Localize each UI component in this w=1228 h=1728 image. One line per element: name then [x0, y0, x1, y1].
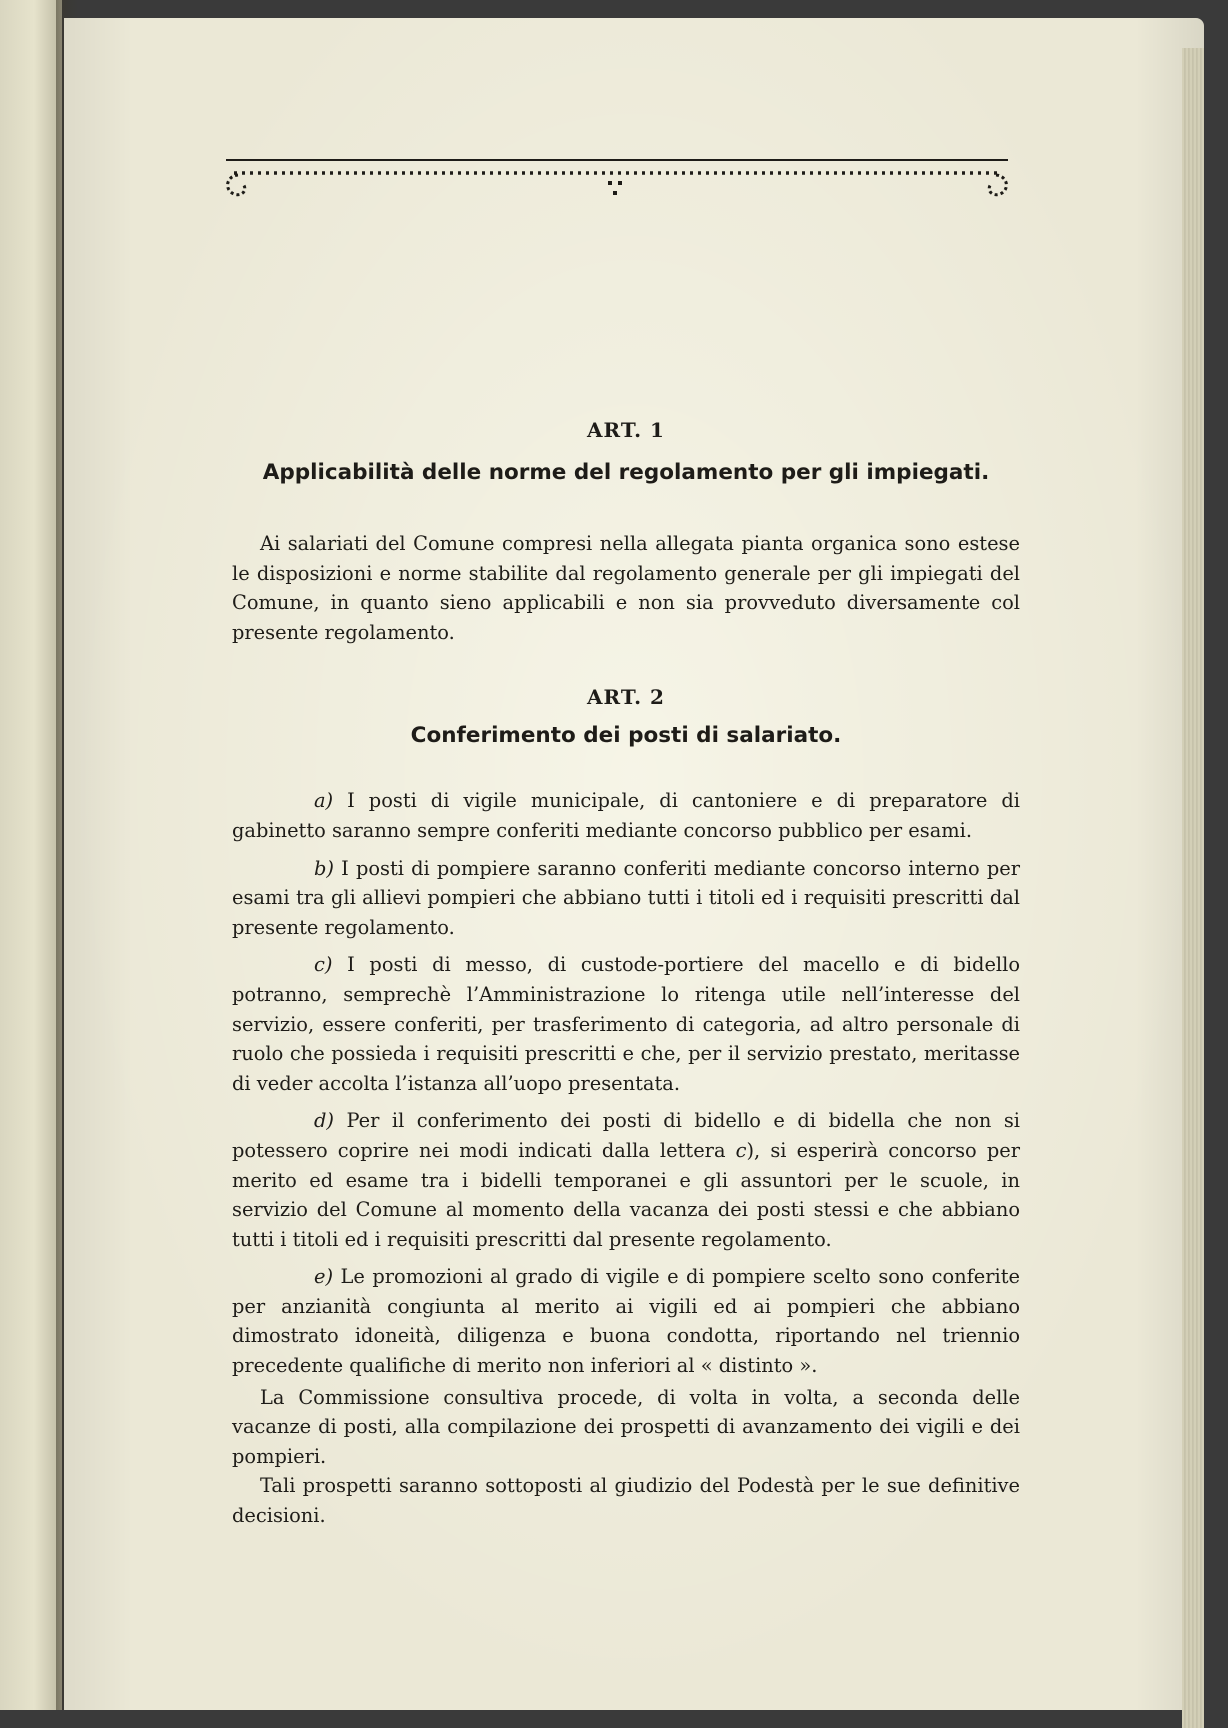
article-2: [232, 685, 1020, 1530]
article-1-title: Applicabilità delle norme del regolamento per gli impiegati.: [262, 460, 990, 485]
item-d-letter: d): [314, 1109, 334, 1133]
item-e: [232, 1262, 1020, 1380]
article-2-title: Conferimento dei posti di salariato.: [410, 723, 842, 749]
closing-paragraph-1: La Commissione consultiva procede, di volta in volta, a seconda delle vacanze di posti, alla compilazione dei prospetti di avanzamento dei vigili e dei pompieri.: [232, 1385, 1020, 1468]
item-d-reference: c: [735, 1138, 747, 1162]
item-e-text: Le promozioni al grado di vigile e di pompiere scelto sono conferite per anzianità congiunta al merito ai vigili ed ai pompieri che abbiano dimostrato idoneità, diligenza e buona condotta, riportando nel triennio precedente qualifiche di merito non inferiori al « distinto ».: [232, 1265, 1020, 1378]
item-c-text: I posti di messo, di custode-portiere del macello e di bidello potranno, semprechè l’Amministrazione lo ritenga utile nell’interesse del servizio, essere conferiti, per trasferimento di categoria, ad altro personale di ruolo che possieda i requisiti prescritti e che, per il servizio prestato, meritasse di veder accolta l’istanza all’uopo presentata.: [232, 953, 1020, 1095]
item-d-text-before: Per il conferimento dei posti di bidello e di bidella che non si potessero coprire nei modi indicati dalla lettera: [232, 1109, 1020, 1162]
item-b: [232, 854, 1020, 943]
article-2-heading: ART. 2: [587, 685, 665, 710]
header-ornament: [226, 158, 1008, 218]
item-b-text: I posti di pompiere saranno conferiti mediante concorso interno per esami tra gli allievi pompieri che abbiano tutti i titoli ed i requisiti prescritti dal presente regolamento.: [232, 856, 1020, 939]
item-c: [232, 950, 1020, 1098]
document-body: [232, 418, 1020, 1531]
article-1-paragraph: Ai salariati del Comune compresi nella allegata pianta organica sono estese le disposizioni e norme stabilite dal regolamento generale per gli impiegati del Comune, in quanto sieno applicabili e non sia provveduto diversamente col presente regolamento.: [232, 532, 1020, 644]
article-1: [232, 418, 1020, 647]
item-a-text: I posti di vigile municipale, di cantoniere e di preparatore di gabinetto saranno sempre conferiti mediante concorso pubblico per esami.: [232, 789, 1020, 842]
closing-paragraph-2: Tali prospetti saranno sottoposti al giudizio del Podestà per le sue definitive decisioni.: [232, 1474, 1020, 1528]
item-a: [232, 786, 1020, 845]
item-e-letter: e): [314, 1265, 334, 1289]
page-stack-edge: [1182, 48, 1204, 1728]
item-a-letter: a): [314, 789, 334, 813]
item-d: [232, 1106, 1020, 1254]
article-1-heading: ART. 1: [587, 418, 665, 442]
item-b-letter: b): [314, 856, 334, 880]
item-c-letter: c): [314, 953, 333, 977]
facing-page-edge: [0, 0, 62, 1710]
item-d-text-after: ), si esperirà concorso per merito ed esame tra i bidelli temporanei e gli assuntori per le scuole, in servizio del Comune al momento della vacanza dei posti stessi e che abbiano tutti i titoli ed i requisiti prescritti dal presente regolamento.: [232, 1138, 1020, 1251]
